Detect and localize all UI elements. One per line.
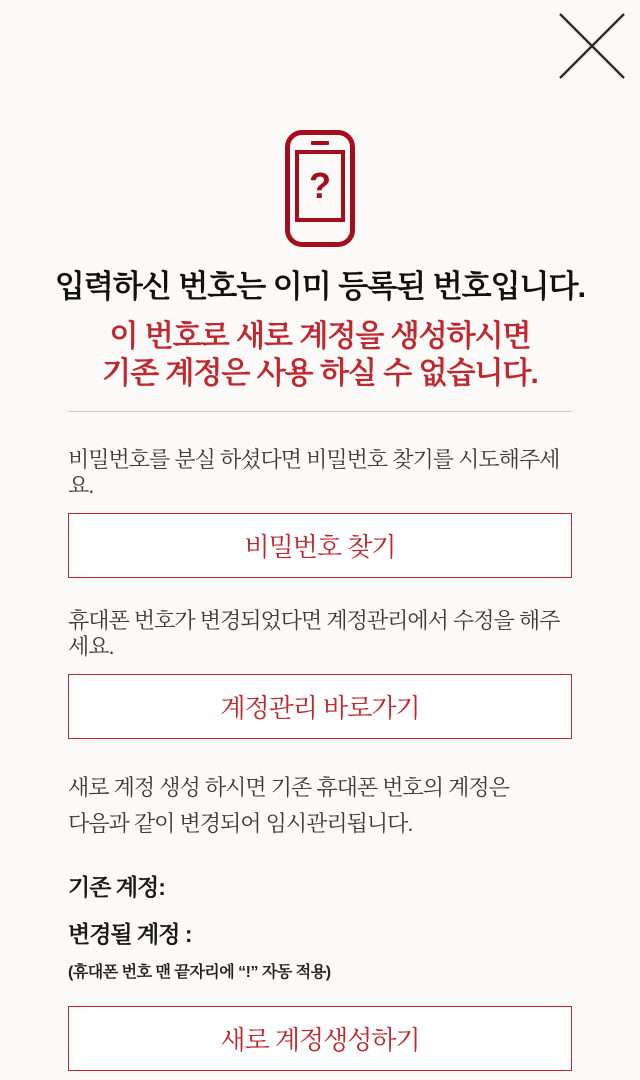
auto-apply-note: (휴대폰 번호 맨 끝자리에 “!” 자동 적용) (68, 964, 331, 981)
warning-line-2: 기존 계정은 사용 하실 수 없습니다. (102, 357, 538, 390)
close-icon (558, 12, 626, 80)
account-help-text: 휴대폰 번호가 변경되었다면 계정관리에서 수정을 해주세요. (68, 608, 560, 659)
phone-speaker-bar (311, 141, 329, 145)
warning-message (0, 318, 640, 392)
warning-line-1: 이 번호로 새로 계정을 생성하시면 (109, 320, 531, 353)
phone-screen (295, 150, 345, 222)
create-new-account-button[interactable]: 새로 계정생성하기 (68, 1006, 572, 1071)
close-button[interactable] (558, 12, 626, 80)
existing-account-label: 기존 계정: (68, 874, 165, 900)
new-account-description (68, 770, 572, 842)
divider (68, 411, 572, 412)
find-password-button[interactable]: 비밀번호 찾기 (68, 513, 572, 578)
phone-question-icon (285, 130, 355, 247)
dialog-body (0, 447, 640, 1071)
new-account-description-line-2: 다음과 같이 변경되어 임시관리됩니다. (68, 811, 413, 836)
changed-account-label: 변경될 계정 : (68, 921, 192, 947)
page-title: 입력하신 번호는 이미 등록된 번호입니다. (54, 269, 586, 304)
account-management-button[interactable]: 계정관리 바로가기 (68, 674, 572, 739)
new-account-description-line-1: 새로 계정 생성 하시면 기존 휴대폰 번호의 계정은 (68, 775, 509, 800)
password-help-text: 비밀번호를 분실 하셨다면 비밀번호 찾기를 시도해주세요. (68, 447, 560, 498)
icon-area (0, 0, 640, 247)
question-mark-glyph: ? (309, 165, 331, 206)
